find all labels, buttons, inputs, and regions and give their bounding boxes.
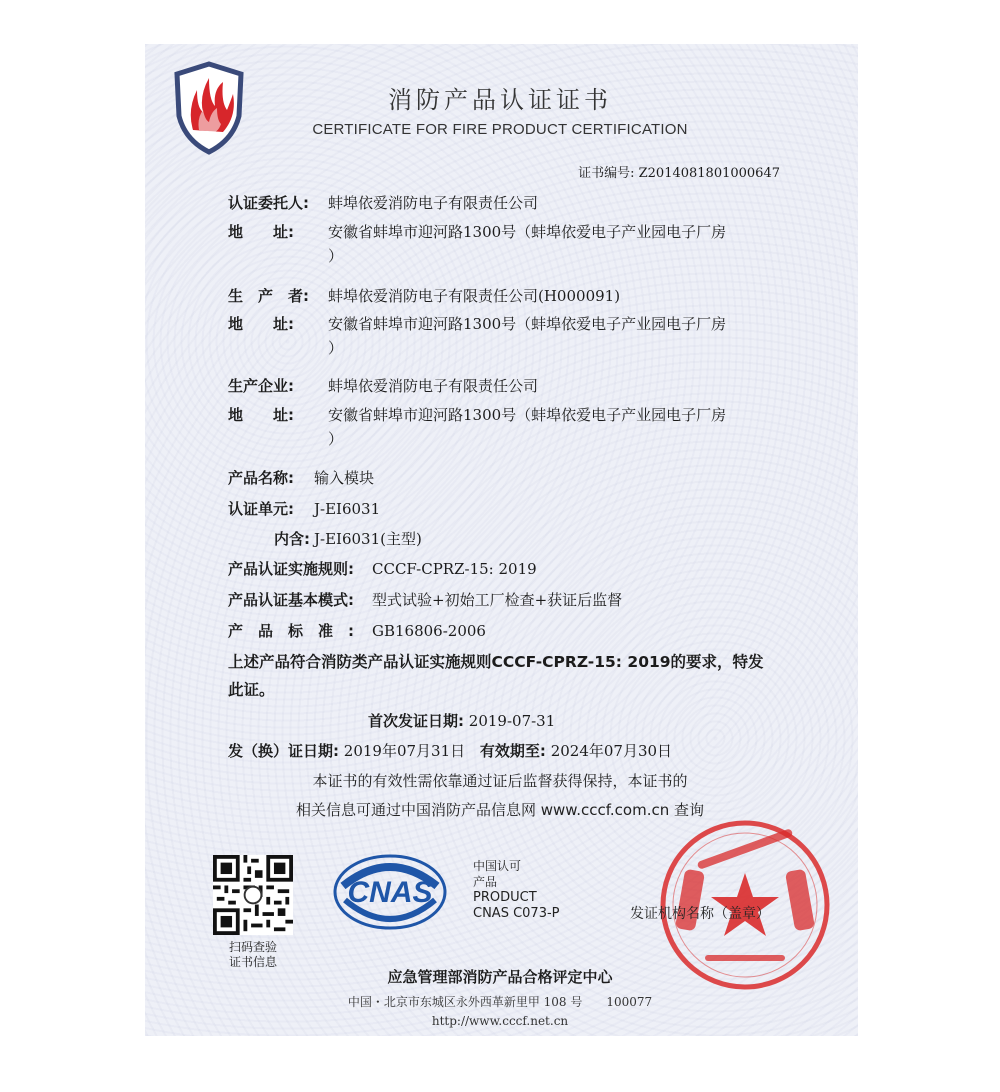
statement-line1: 上述产品符合消防类产品认证实施规则CCCF-CPRZ-15: 2019的要求，特发 [228,653,764,671]
issue-date-value: 2019年07月31日 [343,742,466,760]
first-issue-date-label: 首次发证日期: [368,712,464,730]
issue-date-row [228,740,672,761]
manufacturer-row [228,285,620,306]
applicant-address-line2: ） [328,247,344,265]
first-issue-date-value: 2019-07-31 [468,712,556,730]
standard-value: GB16806-2006 [372,622,486,640]
qr-caption [205,940,301,970]
rule-value: CCCF-CPRZ-15: 2019 [372,560,537,578]
qr-code-icon[interactable] [213,855,293,935]
unit-value: J-EI6031 [314,500,381,518]
manufacturer-address-line2: ） [328,339,344,357]
validity-notice-line2: 相关信息可通过中国消防产品信息网 www.cccf.com.cn 查询 [296,801,704,819]
cnas-line1: 中国认可 [473,859,522,873]
organization-address: 中国・北京市东城区永外西革新里甲 108 号 100077 [347,995,653,1009]
applicant-address-label: 地 址: [228,223,294,241]
valid-until-value: 2024年07月30日 [550,742,673,760]
issue-date-label: 发（换）证日期: [228,742,339,760]
qr-caption-line1: 扫码查验 [228,940,277,954]
product-name-row [228,467,374,488]
mode-label: 产品认证基本模式: [228,591,354,609]
organization-url[interactable]: http://www.cccf.net.cn [431,1014,569,1028]
cnas-line2: 产品 [473,875,498,889]
standard-row [228,620,486,641]
rule-row [228,558,537,579]
manufacturer-address-row [228,312,726,360]
factory-row [228,375,538,396]
issuing-organization: 应急管理部消防产品合格评定中心 [387,968,613,986]
valid-until-label: 有效期至: [479,742,546,760]
statement-line2: 此证。 [228,681,275,699]
factory-address-row [228,403,726,451]
product-name-value: 输入模块 [314,469,375,487]
rule-label: 产品认证实施规则: [228,560,354,578]
manufacturer-label: 生 产 者: [228,287,309,305]
applicant-label: 认证委托人: [228,194,309,212]
manufacturer-value: 蚌埠依爱消防电子有限责任公司(H000091) [328,287,621,305]
mode-row [228,589,622,610]
fire-emblem-icon [173,60,245,156]
manufacturer-address-label: 地 址: [228,315,294,333]
unit-label: 认证单元: [228,500,294,518]
mode-value: 型式试验+初始工厂检查+获证后监督 [372,591,623,609]
validity-notice-line1: 本证书的有效性需依靠通过证后监督获得保持，本证书的 [312,772,688,790]
certificate-number-value: Z2014081801000647 [638,166,780,181]
factory-address-line1: 安徽省蚌埠市迎河路1300号（蚌埠依爱电子产业园电子厂房 [328,406,727,424]
applicant-value: 蚌埠依爱消防电子有限责任公司 [328,194,539,212]
factory-label: 生产企业: [228,377,294,395]
includes-value: J-EI6031(主型) [314,530,422,548]
cnas-logo-icon [333,852,448,932]
factory-value: 蚌埠依爱消防电子有限责任公司 [328,377,539,395]
factory-address-label: 地 址: [228,406,294,424]
product-name-label: 产品名称: [228,469,294,487]
title-english: CERTIFICATE FOR FIRE PRODUCT CERTIFICATION [312,121,688,138]
title-chinese: 消防产品认证证书 [388,86,612,114]
certificate-number-label: 证书编号: [578,166,635,181]
factory-address-line2: ） [328,430,344,448]
cnas-line4: CNAS C073-P [473,906,560,921]
includes-label: 内含: [274,530,310,548]
unit-row [228,498,380,519]
certificate-number [540,162,780,181]
cnas-logo-text: CNAS [347,876,433,909]
applicant-address-line1: 安徽省蚌埠市迎河路1300号（蚌埠依爱电子产业园电子厂房 [328,223,727,241]
qr-caption-line2: 证书信息 [228,955,277,969]
applicant-row [228,192,538,213]
first-issue-date-row [368,710,555,731]
includes-row [274,528,422,549]
applicant-address-row [228,220,726,268]
issuing-authority-label: 发证机构名称（盖章） [630,906,770,922]
compliance-statement [228,648,764,704]
standard-label: 产 品 标 准 : [228,622,354,640]
cnas-accreditation [473,858,560,922]
cnas-line3: PRODUCT [473,890,537,905]
manufacturer-address-line1: 安徽省蚌埠市迎河路1300号（蚌埠依爱电子产业园电子厂房 [328,315,727,333]
